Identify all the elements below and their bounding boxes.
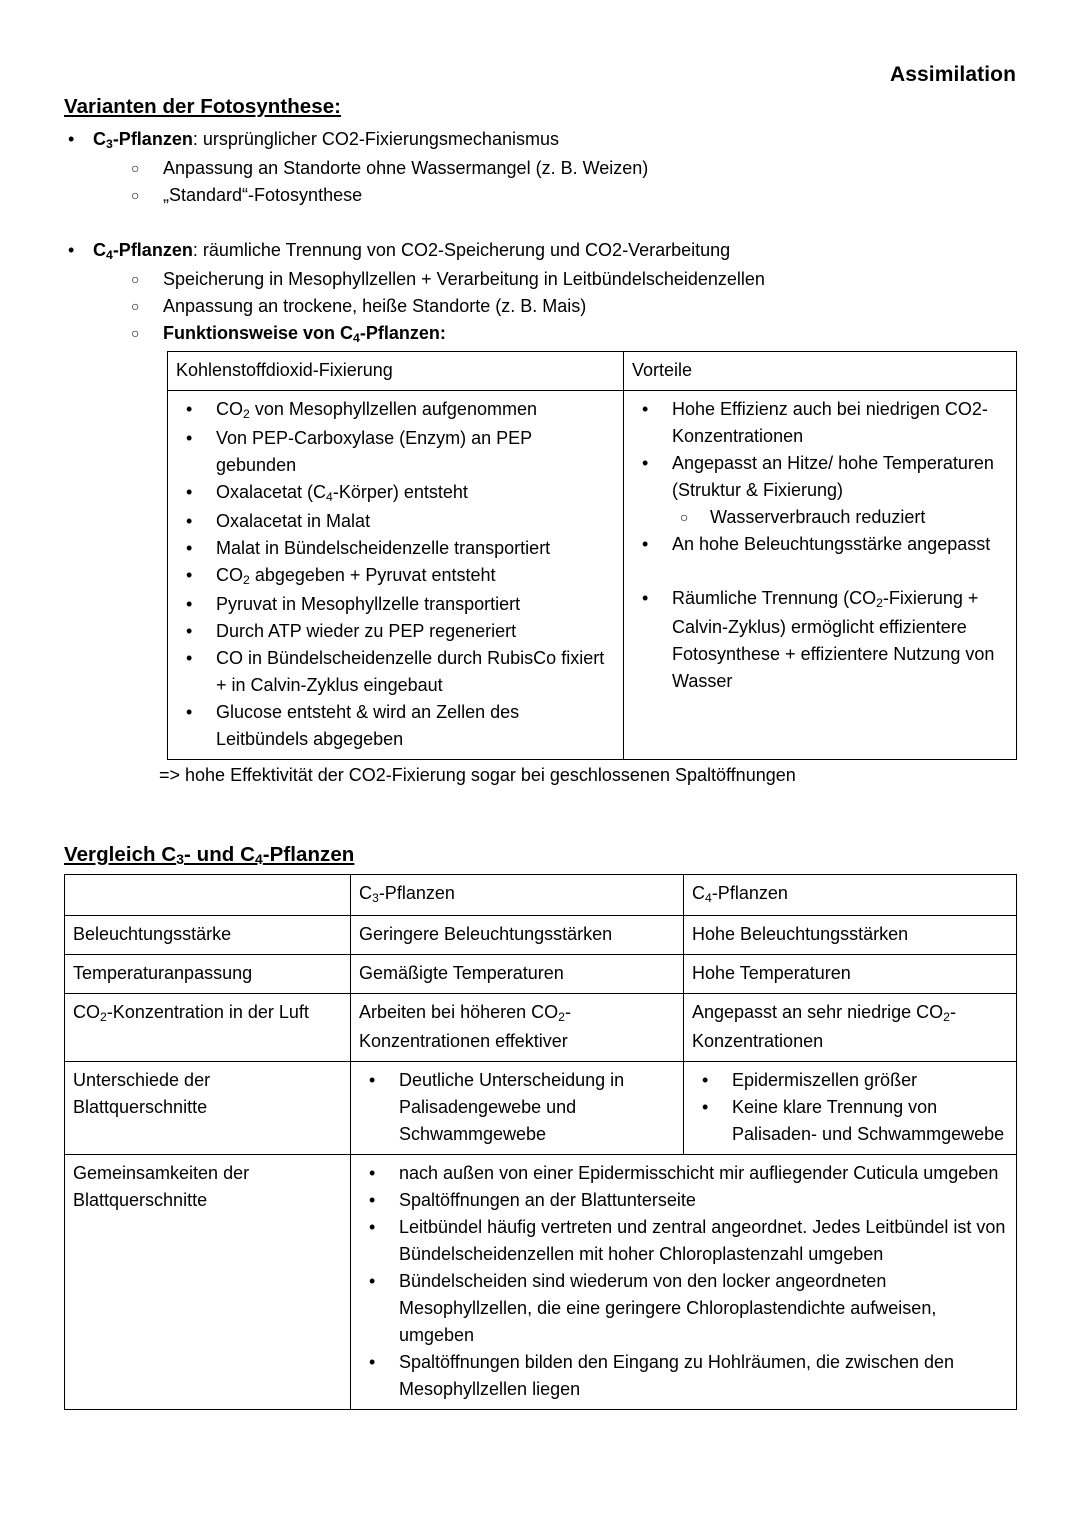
- sub-bullet-item: [93, 266, 1016, 293]
- bullet-disc-icon: •: [186, 511, 193, 531]
- row-c4-value: Angepasst an sehr niedrige $CO_2$-Konzentrationen: [684, 994, 1017, 1062]
- list-item-text: Hohe Effizienz auch bei niedrigen CO2-Konzentrationen: [672, 399, 988, 446]
- bullet-disc-icon: •: [186, 594, 193, 614]
- bullet-disc-icon: •: [642, 588, 649, 608]
- vorteile-bullet-list: [632, 396, 1008, 695]
- sub-bullet-text: Speicherung in Mesophyllzellen + Verarbeitung in Leitbündelscheidenzellen: [163, 269, 765, 289]
- bullet-c3-pflanzen: [64, 126, 1016, 209]
- table-row: [65, 1155, 1017, 1410]
- bullet-disc-icon: •: [702, 1097, 709, 1117]
- list-item: [176, 699, 615, 753]
- list-item: [176, 479, 615, 508]
- table-row: [65, 955, 1017, 994]
- list-item: [359, 1214, 1008, 1268]
- bullet-disc-icon: •: [186, 648, 193, 668]
- table-row: [65, 916, 1017, 955]
- table1-wrapper: [167, 351, 1016, 760]
- page-header-title: Assimilation: [889, 63, 1016, 86]
- list-item-text: Oxalacetat $(C_4-Körper)$ entsteht: [216, 482, 468, 505]
- bullet-disc-icon: •: [68, 129, 75, 149]
- list-item-text: Oxalacetat in Malat: [216, 511, 371, 531]
- list-item-text: CO in Bündelscheidenzelle durch RubisCo fixiert + in Calvin-Zyklus eingebaut: [216, 648, 605, 695]
- list-item-text: $CO_2$ abgegeben + Pyruvat entsteht: [216, 565, 496, 588]
- row-label-co2-konzentration: $CO_2$-Konzentration in der Luft: [65, 994, 351, 1062]
- table-header-cell-c4: $C_4$-Pflanzen: [684, 875, 1017, 916]
- list-item-text: Deutliche Unterscheidung in Palisadengewebe und Schwammgewebe: [399, 1070, 625, 1144]
- section-heading-varianten: Varianten der Fotosynthese:: [64, 95, 342, 118]
- table-row: [65, 994, 1017, 1062]
- table-cell-fixierung-list: [168, 391, 624, 760]
- list-item: [632, 450, 1008, 531]
- table-header-cell-c3: $C_3$-Pflanzen: [351, 875, 684, 916]
- table-header-cell-empty: [65, 875, 351, 916]
- row-c4-value: Hohe Beleuchtungsstärken: [684, 916, 1017, 955]
- list-item-text: Räumliche Trennung ($CO_2$-Fixierung + Calvin-Zyklus) ermöglicht effizientere Fotosynthese + effizientere Nutzung von Wasser: [672, 588, 995, 691]
- list-item: [359, 1187, 1008, 1214]
- bullet-disc-icon: •: [642, 453, 649, 473]
- document-body: [64, 95, 1016, 1410]
- list-item-text: An hohe Beleuchtungsstärke angepasst: [672, 534, 991, 554]
- varianten-bullet-list: [64, 126, 1016, 349]
- list-item: [176, 618, 615, 645]
- bullet-disc-icon: •: [369, 1352, 376, 1372]
- sub-bullet-item: [93, 155, 1016, 182]
- row-c3-value: Arbeiten bei höheren $CO_2$-Konzentrationen effektiver: [351, 994, 684, 1062]
- row-c4-list: [684, 1062, 1017, 1155]
- unterschiede-c3-list: [359, 1067, 675, 1148]
- table-header-row: [65, 875, 1017, 916]
- list-item-text: Durch ATP wieder zu PEP regeneriert: [216, 621, 517, 641]
- table-row: [168, 391, 1017, 760]
- gemeinsamkeiten-list: [359, 1160, 1008, 1403]
- list-item: [176, 562, 615, 591]
- row-c3-value: Geringere Beleuchtungsstärken: [351, 916, 684, 955]
- section-heading-vergleich: Vergleich $C_3-$ und $C_4$-Pflanzen: [64, 843, 355, 868]
- list-item-text: Keine klare Trennung von Palisaden- und Schwammgewebe: [732, 1097, 1005, 1144]
- table-vergleich: [64, 874, 1017, 1410]
- list-item: [176, 425, 615, 479]
- sub-bullet-text: „Standard“-Fotosynthese: [163, 185, 363, 205]
- row-label-gemeinsamkeiten: Gemeinsamkeiten der Blattquerschnitte: [65, 1155, 351, 1410]
- list-item-text: Glucose entsteht & wird an Zellen des Leitbündels abgegeben: [216, 702, 520, 749]
- list-item-text: Pyruvat in Mesophyllzelle transportiert: [216, 594, 521, 614]
- list-item-text: nach außen von einer Epidermisschicht mir aufliegender Cuticula umgeben: [399, 1163, 999, 1183]
- list-item: [632, 585, 1008, 695]
- bullet-disc-icon: •: [642, 534, 649, 554]
- list-item: [176, 508, 615, 535]
- list-item: [359, 1349, 1008, 1403]
- list-item: [176, 591, 615, 618]
- list-spacer: [64, 210, 1016, 237]
- list-item-text: Angepasst an Hitze/ hohe Temperaturen (Struktur & Fixierung): [672, 453, 994, 500]
- sub-bullet-text: Funktionsweise von $C_4$-Pflanzen:: [163, 323, 446, 346]
- list-item: [632, 396, 1008, 450]
- bullet-circle-icon: ○: [131, 187, 140, 203]
- sub-list-item-text: Wasserverbrauch reduziert: [710, 507, 926, 527]
- bullet-circle-icon: ○: [131, 298, 140, 314]
- sub-bullet-item: [93, 293, 1016, 320]
- bullet-disc-icon: •: [186, 621, 193, 641]
- list-item-text: Epidermiszellen größer: [732, 1070, 918, 1090]
- sub-bullet-funktionsweise: [93, 320, 1016, 349]
- row-label-temperaturanpassung: Temperaturanpassung: [65, 955, 351, 994]
- bullet-disc-icon: •: [186, 702, 193, 722]
- list-item-text: Malat in Bündelscheidenzelle transportiert: [216, 538, 551, 558]
- sub-list-item: [672, 504, 1008, 531]
- bullet-disc-icon: •: [369, 1190, 376, 1210]
- table-cell-vorteile-list: [624, 391, 1017, 760]
- bullet-circle-icon: ○: [680, 509, 689, 525]
- bullet-text: : räumliche Trennung von CO2-Speicherung und CO2-Verarbeitung: [192, 240, 731, 260]
- bullet-disc-icon: •: [369, 1070, 376, 1090]
- list-item: [692, 1094, 1008, 1148]
- unterschiede-c4-list: [692, 1067, 1008, 1148]
- bullet-disc-icon: •: [68, 240, 75, 260]
- row-gemeinsamkeiten-list: [351, 1155, 1017, 1410]
- c4-sub-list: [93, 266, 1016, 349]
- table-funktionsweise: [167, 351, 1017, 760]
- table1-footnote: => hohe Effektivität der CO2-Fixierung sogar bei geschlossenen Spaltöffnungen: [159, 765, 796, 785]
- bullet-c4-pflanzen: [64, 237, 1016, 349]
- bullet-circle-icon: ○: [131, 325, 140, 341]
- bullet-circle-icon: ○: [131, 271, 140, 287]
- bullet-disc-icon: •: [186, 399, 193, 419]
- list-item: [359, 1067, 675, 1148]
- bullet-disc-icon: •: [186, 428, 193, 448]
- list-item: [176, 535, 615, 562]
- bullet-disc-icon: •: [369, 1217, 376, 1237]
- list-item: [359, 1268, 1008, 1349]
- list-item: [692, 1067, 1008, 1094]
- list-item: [359, 1160, 1008, 1187]
- list-item-text: $CO_2$ von Mesophyllzellen aufgenommen: [216, 399, 537, 422]
- bullet-disc-icon: •: [186, 565, 193, 585]
- table-header-row: [168, 352, 1017, 391]
- bullet-text: : ursprünglicher CO2-Fixierungsmechanismus: [192, 129, 559, 149]
- table-row: [65, 1062, 1017, 1155]
- bullet-disc-icon: •: [186, 538, 193, 558]
- row-c3-value: Gemäßigte Temperaturen: [351, 955, 684, 994]
- list-item: [176, 396, 615, 425]
- table-header-cell-fixierung: Kohlenstoffdioxid-Fixierung: [168, 352, 624, 391]
- list-item-text: Bündelscheiden sind wiederum von den locker angeordneten Mesophyllzellen, die eine geringere Chloroplastendichte aufweisen, umgeben: [399, 1271, 937, 1345]
- bullet-disc-icon: •: [369, 1271, 376, 1291]
- row-c4-value: Hohe Temperaturen: [684, 955, 1017, 994]
- bullet-disc-icon: •: [702, 1070, 709, 1090]
- list-item-text: Leitbündel häufig vertreten und zentral angeordnet. Jedes Leitbündel ist von Bündelscheidenzellen mit hoher Chloroplastenzahl umgeben: [399, 1217, 1006, 1264]
- c3-sub-list: [93, 155, 1016, 209]
- sub-bullet-item: [93, 182, 1016, 209]
- table-header-cell-vorteile: Vorteile: [624, 352, 1017, 391]
- sub-bullet-text: Anpassung an Standorte ohne Wassermangel (z. B. Weizen): [163, 158, 649, 178]
- bullet-disc-icon: •: [369, 1163, 376, 1183]
- row-c3-list: [351, 1062, 684, 1155]
- list-item-text: Von PEP-Carboxylase (Enzym) an PEP gebunden: [216, 428, 532, 475]
- vorteile-sub-list: [672, 504, 1008, 531]
- list-item: [176, 645, 615, 699]
- list-item-text: Spaltöffnungen an der Blattunterseite: [399, 1190, 696, 1210]
- list-item: [632, 531, 1008, 558]
- bullet-disc-icon: •: [186, 482, 193, 502]
- bullet-label: $C_4$-Pflanzen: [93, 240, 193, 263]
- row-label-unterschiede: Unterschiede der Blattquerschnitte: [65, 1062, 351, 1155]
- row-label-beleuchtungsstaerke: Beleuchtungsstärke: [65, 916, 351, 955]
- bullet-circle-icon: ○: [131, 160, 140, 176]
- bullet-disc-icon: •: [642, 399, 649, 419]
- bullet-label: $C_3$-Pflanzen: [93, 129, 193, 152]
- fixierung-bullet-list: [176, 396, 615, 753]
- list-item-text: Spaltöffnungen bilden den Eingang zu Hohlräumen, die zwischen den Mesophyllzellen liegen: [399, 1352, 955, 1399]
- sub-bullet-text: Anpassung an trockene, heiße Standorte (z. B. Mais): [163, 296, 587, 316]
